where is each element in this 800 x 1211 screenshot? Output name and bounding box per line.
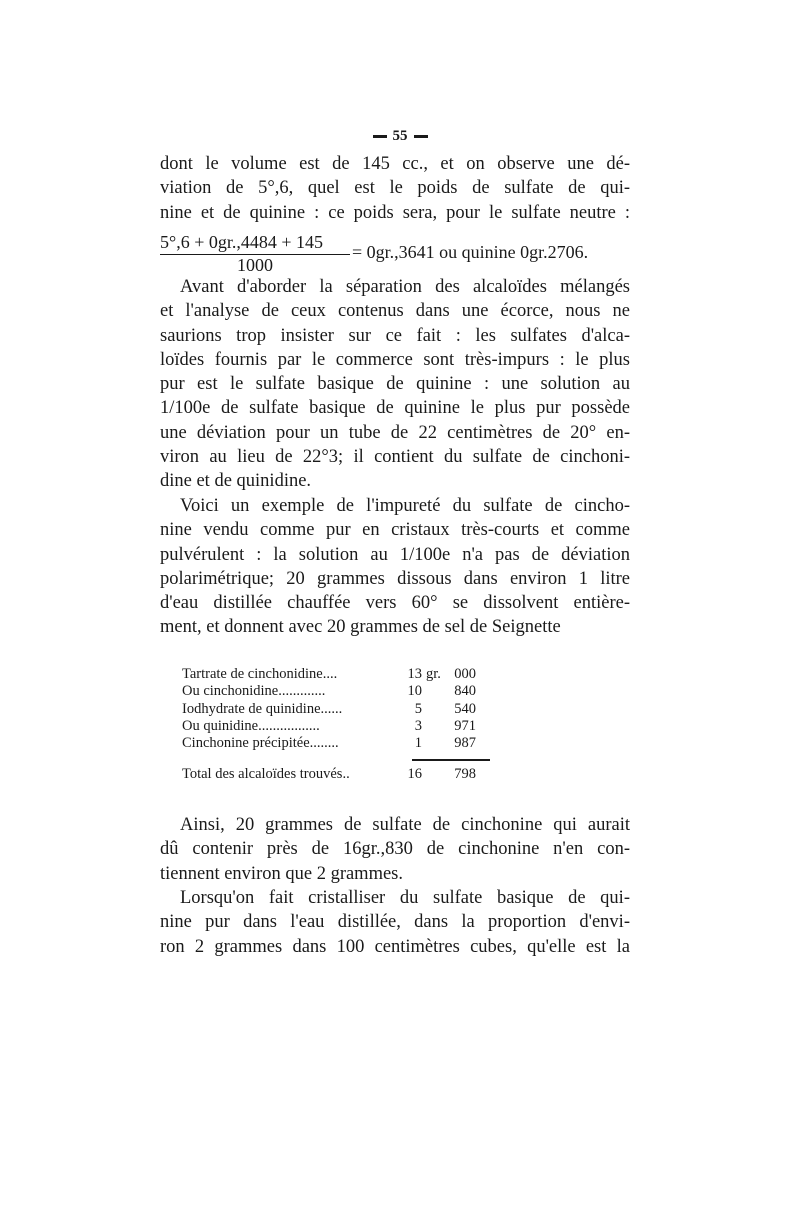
row-integer: 13	[407, 666, 422, 682]
row-label: Ou cinchonidine.............	[182, 683, 326, 700]
total-decimal: 798	[454, 766, 476, 782]
text-line: 1/100e de sulfate basique de quinine le plus pur possède	[160, 398, 630, 419]
text-line: ron 2 grammes dans 100 centimètres cubes, qu'elle est la	[160, 936, 630, 957]
text-line: saurions trop insister sur ce fait : les sulfates d'alca-	[160, 325, 630, 346]
row-integer: 3	[414, 717, 422, 734]
row-decimal: 971	[454, 717, 476, 734]
formula-denominator: 1000	[237, 255, 273, 275]
total-label: Total des alcaloïdes trouvés..	[182, 766, 350, 782]
sum-rule	[412, 759, 490, 761]
page-number	[0, 128, 800, 145]
text-line: et l'analyse de ceux contenus dans une écorce, nous ne	[160, 301, 630, 322]
paragraph-4	[160, 813, 630, 886]
text-line: Ainsi, 20 grammes de sulfate de cinchonine qui aurait	[180, 815, 630, 835]
table-row	[182, 718, 482, 735]
page-number-text: 55	[392, 128, 408, 144]
table-row	[182, 666, 482, 683]
text-line: loïdes fournis par le commerce sont très-impurs : le plus	[160, 349, 630, 370]
formula-result: = 0gr.,3641 ou quinine 0gr.2706.	[352, 242, 589, 262]
total-integer: 16	[407, 766, 422, 782]
text-line: pulvérulent : la solution au 1/100e n'a pas de déviation	[160, 544, 630, 565]
text-line: une déviation pour un tube de 22 centimètres de 20° en-	[160, 422, 630, 443]
text-line: dine et de quinidine.	[160, 471, 312, 492]
text-line: ment, et donnent avec 20 grammes de sel de Seignette	[160, 617, 561, 638]
paragraph-3	[160, 494, 630, 640]
row-decimal: 840	[454, 683, 476, 700]
text-line: viron au lieu de 22°3; il contient du sulfate de cinchoni-	[160, 447, 630, 468]
alkaloid-table	[182, 666, 482, 782]
row-integer: 10	[407, 683, 422, 700]
text-line: nine vendu comme pur en cristaux très-courts et comme	[160, 520, 630, 541]
row-label: Iodhydrate de quinidine......	[182, 700, 343, 717]
text-line: pur est le sulfate basique de quinine : une solution au	[160, 374, 630, 395]
text-line: viation de 5°,6, quel est le poids de sulfate de qui-	[160, 178, 630, 199]
row-unit: gr.	[426, 666, 441, 682]
paragraph-1	[160, 152, 630, 225]
table-row	[182, 735, 482, 752]
text-line: dû contenir près de 16gr.,830 de cinchonine n'en con-	[160, 839, 630, 860]
text-line: polarimétrique; 20 grammes dissous dans environ 1 litre	[160, 568, 630, 589]
table-row	[182, 683, 482, 700]
row-decimal: 000	[454, 666, 476, 682]
text-line: Voici un exemple de l'impureté du sulfate de cincho-	[180, 496, 630, 516]
row-integer: 5	[414, 700, 422, 717]
text-line: nine pur dans l'eau distillée, dans la proportion d'envi-	[160, 912, 630, 933]
row-integer: 1	[414, 735, 422, 752]
text-line: Lorsqu'on fait cristalliser du sulfate basique de qui-	[180, 888, 630, 908]
dash-right	[414, 135, 428, 138]
table-total-row	[182, 766, 482, 783]
paragraph-5	[160, 886, 630, 959]
row-decimal: 987	[454, 735, 476, 752]
table-row	[182, 701, 482, 718]
row-decimal: 540	[454, 700, 476, 717]
text-line: nine et de quinine : ce poids sera, pour le sulfate neutre :	[160, 202, 630, 223]
fraction	[160, 232, 350, 275]
text-line: d'eau distillée chauffée vers 60° se dissolvent entière-	[160, 593, 630, 614]
row-label: Ou quinidine.................	[182, 717, 320, 734]
text-line: tiennent environ que 2 grammes.	[160, 863, 404, 884]
formula-numerator: 5°,6 + 0gr.,4484 + 145	[160, 232, 350, 255]
text-line: Avant d'aborder la séparation des alcaloïdes mélangés	[180, 277, 630, 297]
dash-left	[373, 135, 387, 138]
formula	[160, 232, 632, 274]
row-label: Cinchonine précipitée........	[182, 735, 339, 752]
text-line: dont le volume est de 145 cc., et on observe une dé-	[160, 154, 630, 174]
row-label: Tartrate de cinchonidine....	[182, 666, 338, 682]
paragraph-2	[160, 275, 630, 494]
